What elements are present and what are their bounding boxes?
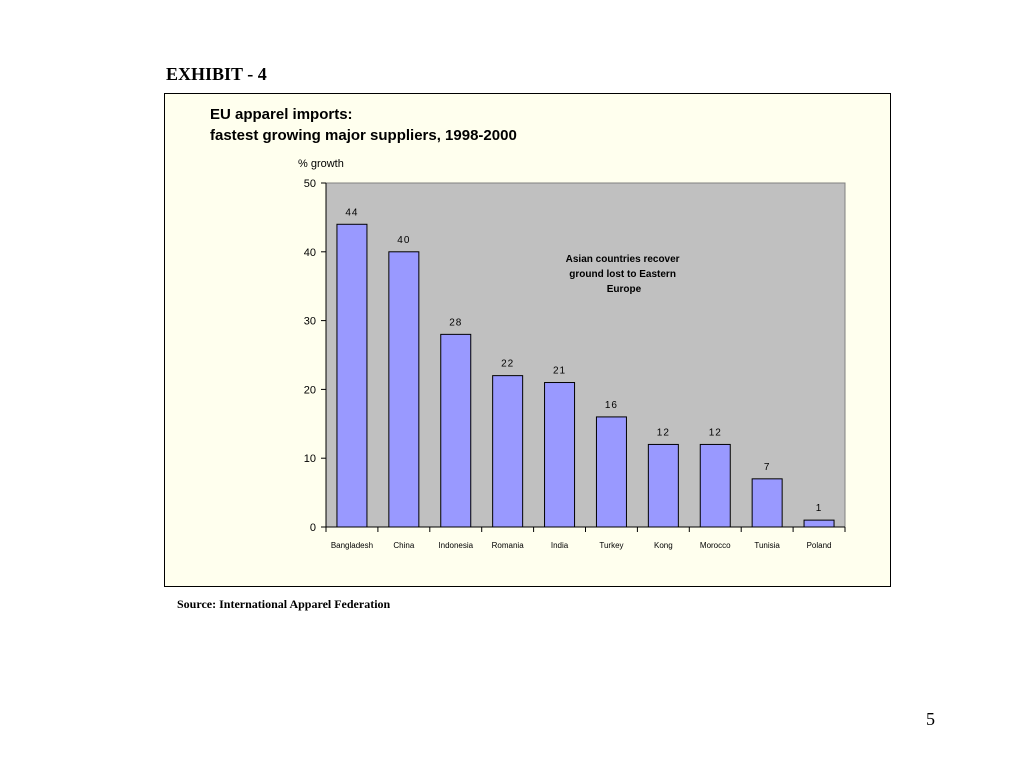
y-tick-label: 50 <box>303 178 316 190</box>
data-label: 40 <box>397 234 411 246</box>
x-tick-label: Kong <box>654 541 673 550</box>
data-label: 7 <box>763 461 771 473</box>
x-tick-label: China <box>393 541 415 550</box>
x-tick-label: Tunisia <box>754 541 780 550</box>
annotation-line-3: Europe <box>606 284 642 295</box>
data-label: 21 <box>552 365 567 377</box>
x-tick-label: India <box>550 541 569 550</box>
data-label: 12 <box>708 427 722 439</box>
data-label: 1 <box>815 503 823 515</box>
data-label: 16 <box>604 399 619 411</box>
bar-india <box>545 383 575 527</box>
data-label: 44 <box>345 207 359 219</box>
x-tick-label: Indonesia <box>438 541 474 550</box>
x-tick-label: Turkey <box>599 541 624 550</box>
y-tick-label: 0 <box>309 522 316 534</box>
bar-indonesia <box>441 334 471 527</box>
annotation-line-2: ground lost to Eastern <box>569 269 676 280</box>
bar-poland <box>804 520 834 527</box>
data-label: 28 <box>449 317 463 329</box>
annotation-line-1: Asian countries recover <box>565 254 680 265</box>
page-number: 5 <box>926 709 935 729</box>
x-tick-label: Morocco <box>699 541 731 550</box>
bar-china <box>389 252 419 527</box>
chart-title-line-1: EU apparel imports: <box>210 106 353 123</box>
x-tick-label: Romania <box>491 541 524 550</box>
bar-tunisia <box>752 479 782 527</box>
y-axis-label: % growth <box>298 158 344 170</box>
bar-romania <box>493 376 523 527</box>
data-label: 12 <box>656 427 670 439</box>
bar-bangladesh <box>337 224 367 527</box>
data-label: 22 <box>501 358 515 370</box>
y-tick-label: 30 <box>303 315 316 328</box>
bar-morocco <box>700 444 730 527</box>
chart-title-line-2: fastest growing major suppliers, 1998-2000 <box>210 127 517 144</box>
x-tick-label: Poland <box>806 541 832 550</box>
exhibit-label: EXHIBIT - 4 <box>166 64 267 84</box>
bar-turkey <box>596 417 626 527</box>
y-tick-label: 40 <box>303 246 316 259</box>
y-tick-label: 10 <box>303 453 316 466</box>
x-tick-label: Bangladesh <box>330 541 374 550</box>
bar-kong <box>648 444 678 527</box>
y-tick-label: 20 <box>303 384 316 397</box>
source-note: Source: International Apparel Federation <box>177 597 391 611</box>
